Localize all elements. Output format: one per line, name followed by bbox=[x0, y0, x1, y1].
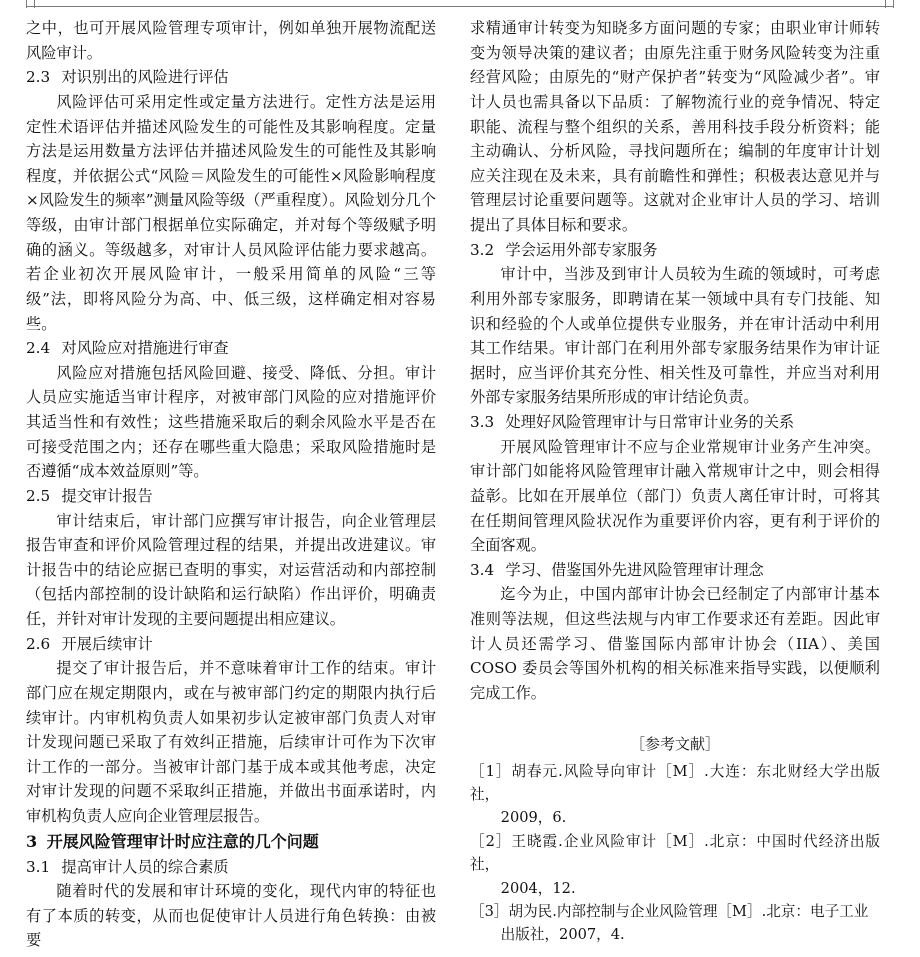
heading-2-5-title: 提交审计报告 bbox=[61, 486, 153, 505]
references-title: ［参考文献］ bbox=[629, 734, 720, 753]
section-heading-3-number: 3 bbox=[26, 831, 38, 851]
heading-2-4-number: 2.4 bbox=[26, 339, 51, 358]
reference-2-label: ［2］ bbox=[470, 832, 512, 850]
header-tick-right-outer bbox=[893, 0, 894, 8]
paragraph-follow-up-audit: 提交了审计报告后，并不意味着审计工作的结束。审计部门应在规定期限内，或在与被审部门约定的期限内执行后续审计。内审机构负责人如果初步认定被审部门负责人对审计发现问题已采取了有效纠正措施，后续审计可作为下次审计工作的一部分。当被审计部门基于成本或其他考虑，决定对审计发现的问题不采取纠正措施，并做出书面承诺时，内审机构负责人应向企业管理层报告。 bbox=[26, 659, 436, 825]
heading-2-4-title: 对风险应对措施进行审查 bbox=[61, 339, 229, 358]
reference-item-2 bbox=[470, 830, 880, 900]
heading-2-6-number: 2.6 bbox=[26, 634, 51, 653]
heading-2-4 bbox=[26, 336, 436, 361]
header-tick-left-outer bbox=[26, 0, 27, 8]
section-heading-3-title: 开展风险管理审计时应注意的几个问题 bbox=[46, 831, 319, 851]
heading-2-3-number: 2.3 bbox=[26, 68, 51, 87]
reference-2-line2: 2004，12. bbox=[500, 879, 576, 897]
reference-1-line1: 胡春元.风险导向审计［M］.大连：东北财经大学出版社， bbox=[470, 762, 880, 804]
heading-3-4 bbox=[470, 558, 880, 583]
heading-3-3-number: 3.3 bbox=[470, 413, 495, 431]
heading-2-5-number: 2.5 bbox=[26, 486, 51, 505]
paragraph-routine-audit-relation: 开展风险管理审计不应与企业常规审计业务产生冲突。审计部门如能将风险管理审计融入常规审计之中，则会相得益彰。比如在开展单位（部门）负责人离任审计时，可将其在任期间管理风险状况作为重要评价内容，更有利于评价的全面客观。 bbox=[470, 437, 880, 555]
heading-3-3-title: 处理好风险管理审计与日常审计业务的关系 bbox=[505, 413, 795, 431]
heading-3-4-title: 学习、借鉴国外先进风险管理审计理念 bbox=[505, 560, 764, 579]
heading-2-5 bbox=[26, 484, 436, 509]
heading-3-2-number: 3.2 bbox=[470, 240, 495, 259]
heading-3-4-number: 3.4 bbox=[470, 560, 495, 579]
right-column bbox=[470, 16, 880, 946]
heading-3-3 bbox=[470, 410, 880, 435]
heading-3-1-number: 3.1 bbox=[26, 857, 51, 876]
paragraph-external-experts: 审计中，当涉及到审计人员较为生疏的领域时，可考虑利用外部专家服务，即聘请在某一领域中具有专门技能、知识和经验的个人或单位提供专业服务，并在审计活动中利用其工作结果。审计部门在利用外部专家服务结果作为审计证据时，应当评价其充分性、相关性及可靠性，并应当对利用外部专家服务结果所形成的审计结论负责。 bbox=[470, 265, 880, 407]
heading-3-2-title: 学会运用外部专家服务 bbox=[505, 240, 658, 259]
reference-3-line2: 出版社，2007，4. bbox=[500, 926, 625, 944]
heading-3-1 bbox=[26, 855, 436, 880]
header-tick-right-inner bbox=[885, 0, 886, 8]
paragraph-risk-response: 风险应对措施包括风险回避、接受、降低、分担。审计人员应实施适当审计程序，对被审部门风险的应对措施评价其适当性和有效性；这些措施采取后的剩余风险水平是否在可接受范围之内；还存在哪些重大隐患；采取风险措施时是否遵循“成本效益原则”等。 bbox=[26, 363, 436, 481]
paragraph-audit-report: 审计结束后，审计部门应撰写审计报告，向企业管理层报告审查和评价风险管理过程的结果，并提出改进建议。审计报告中的结论应据已查明的事实，对运营活动和内部控制（包括内部控制的设计缺陷和运行缺陷）作出评价，明确责任，并针对审计发现的主要问题提出相应建议。 bbox=[26, 511, 436, 628]
reference-3-label: ［3］ bbox=[470, 902, 509, 920]
two-column-body bbox=[26, 16, 894, 950]
header-tick-left-inner bbox=[34, 0, 35, 8]
reference-item-3 bbox=[470, 900, 880, 947]
section-heading-3 bbox=[26, 829, 436, 855]
heading-3-1-title: 提高审计人员的综合素质 bbox=[61, 857, 229, 876]
paragraph-continuation-right: 求精通审计转变为知晓多方面问题的专家；由职业审计师转变为领导决策的建议者；由原先注重于财务风险转变为注重经营风险；由原先的“财产保护者”转变为“风险减少者”。审计人员也需具备以下品质：了解物流行业的竞争情况、特定职能、流程与整个组织的关系，善用科技手段分析资料；能主动确认、分析风险，寻找问题所在；编制的年度审计计划应关注现在及未来，具有前瞻性和弹性；积极表达意见并与管理层讨论重要问题等。这就对企业审计人员的学习、培训提出了具体目标和要求。 bbox=[470, 19, 880, 234]
reference-1-label: ［1］ bbox=[470, 762, 512, 780]
heading-2-6-title: 开展后续审计 bbox=[61, 634, 153, 653]
paragraph-foreign-concepts: 迄今为止，中国内部审计协会已经制定了内部审计基本准则等法规，但这些法规与内审工作要求还有差距。因此审计人员还需学习、借鉴国际内部审计协会（IIA）、美国 COSO 委员会等国外机构的相关标准来指导实践，以便顺利完成工作。 bbox=[470, 585, 880, 702]
heading-2-6 bbox=[26, 632, 436, 657]
reference-1-line2: 2009，6. bbox=[500, 809, 567, 827]
paragraph-auditor-quality: 随着时代的发展和审计环境的变化，现代内审的特征也有了本质的转变，从而也促使审计人员进行角色转换：由被要 bbox=[26, 882, 436, 950]
left-column bbox=[26, 16, 436, 950]
heading-2-3 bbox=[26, 65, 436, 90]
reference-item-1 bbox=[470, 760, 880, 830]
reference-2-line1: 王晓霞.企业风险审计［M］.北京：中国时代经济出版社， bbox=[470, 832, 880, 874]
heading-3-2 bbox=[470, 238, 880, 263]
header-ticks bbox=[26, 0, 894, 8]
paragraph-risk-assessment: 风险评估可采用定性或定量方法进行。定性方法是运用定性术语评估并描述风险发生的可能性及其影响程度。定量方法是运用数量方法评估并描述风险发生的可能性及其影响程度，并依据公式“风险＝风险发生的可能性×风险影响程度×风险发生的频率”测量风险等级（严重程度）。风险划分几个等级，由审计部门根据单位实际确定，并对每个等级赋予明确的涵义。等级越多，对审计人员风险评估能力要求越高。若企业初次开展风险审计，一般采用简单的风险“三等级”法，即将风险分为高、中、低三级，这样确定相对容易些。 bbox=[26, 92, 436, 333]
heading-2-3-title: 对识别出的风险进行评估 bbox=[61, 68, 229, 87]
paragraph-continuation: 之中，也可开展风险管理专项审计，例如单独开展物流配送风险审计。 bbox=[26, 19, 436, 62]
reference-3-line1: 胡为民.内部控制与企业风险管理［M］.北京：电子工业 bbox=[508, 902, 869, 920]
